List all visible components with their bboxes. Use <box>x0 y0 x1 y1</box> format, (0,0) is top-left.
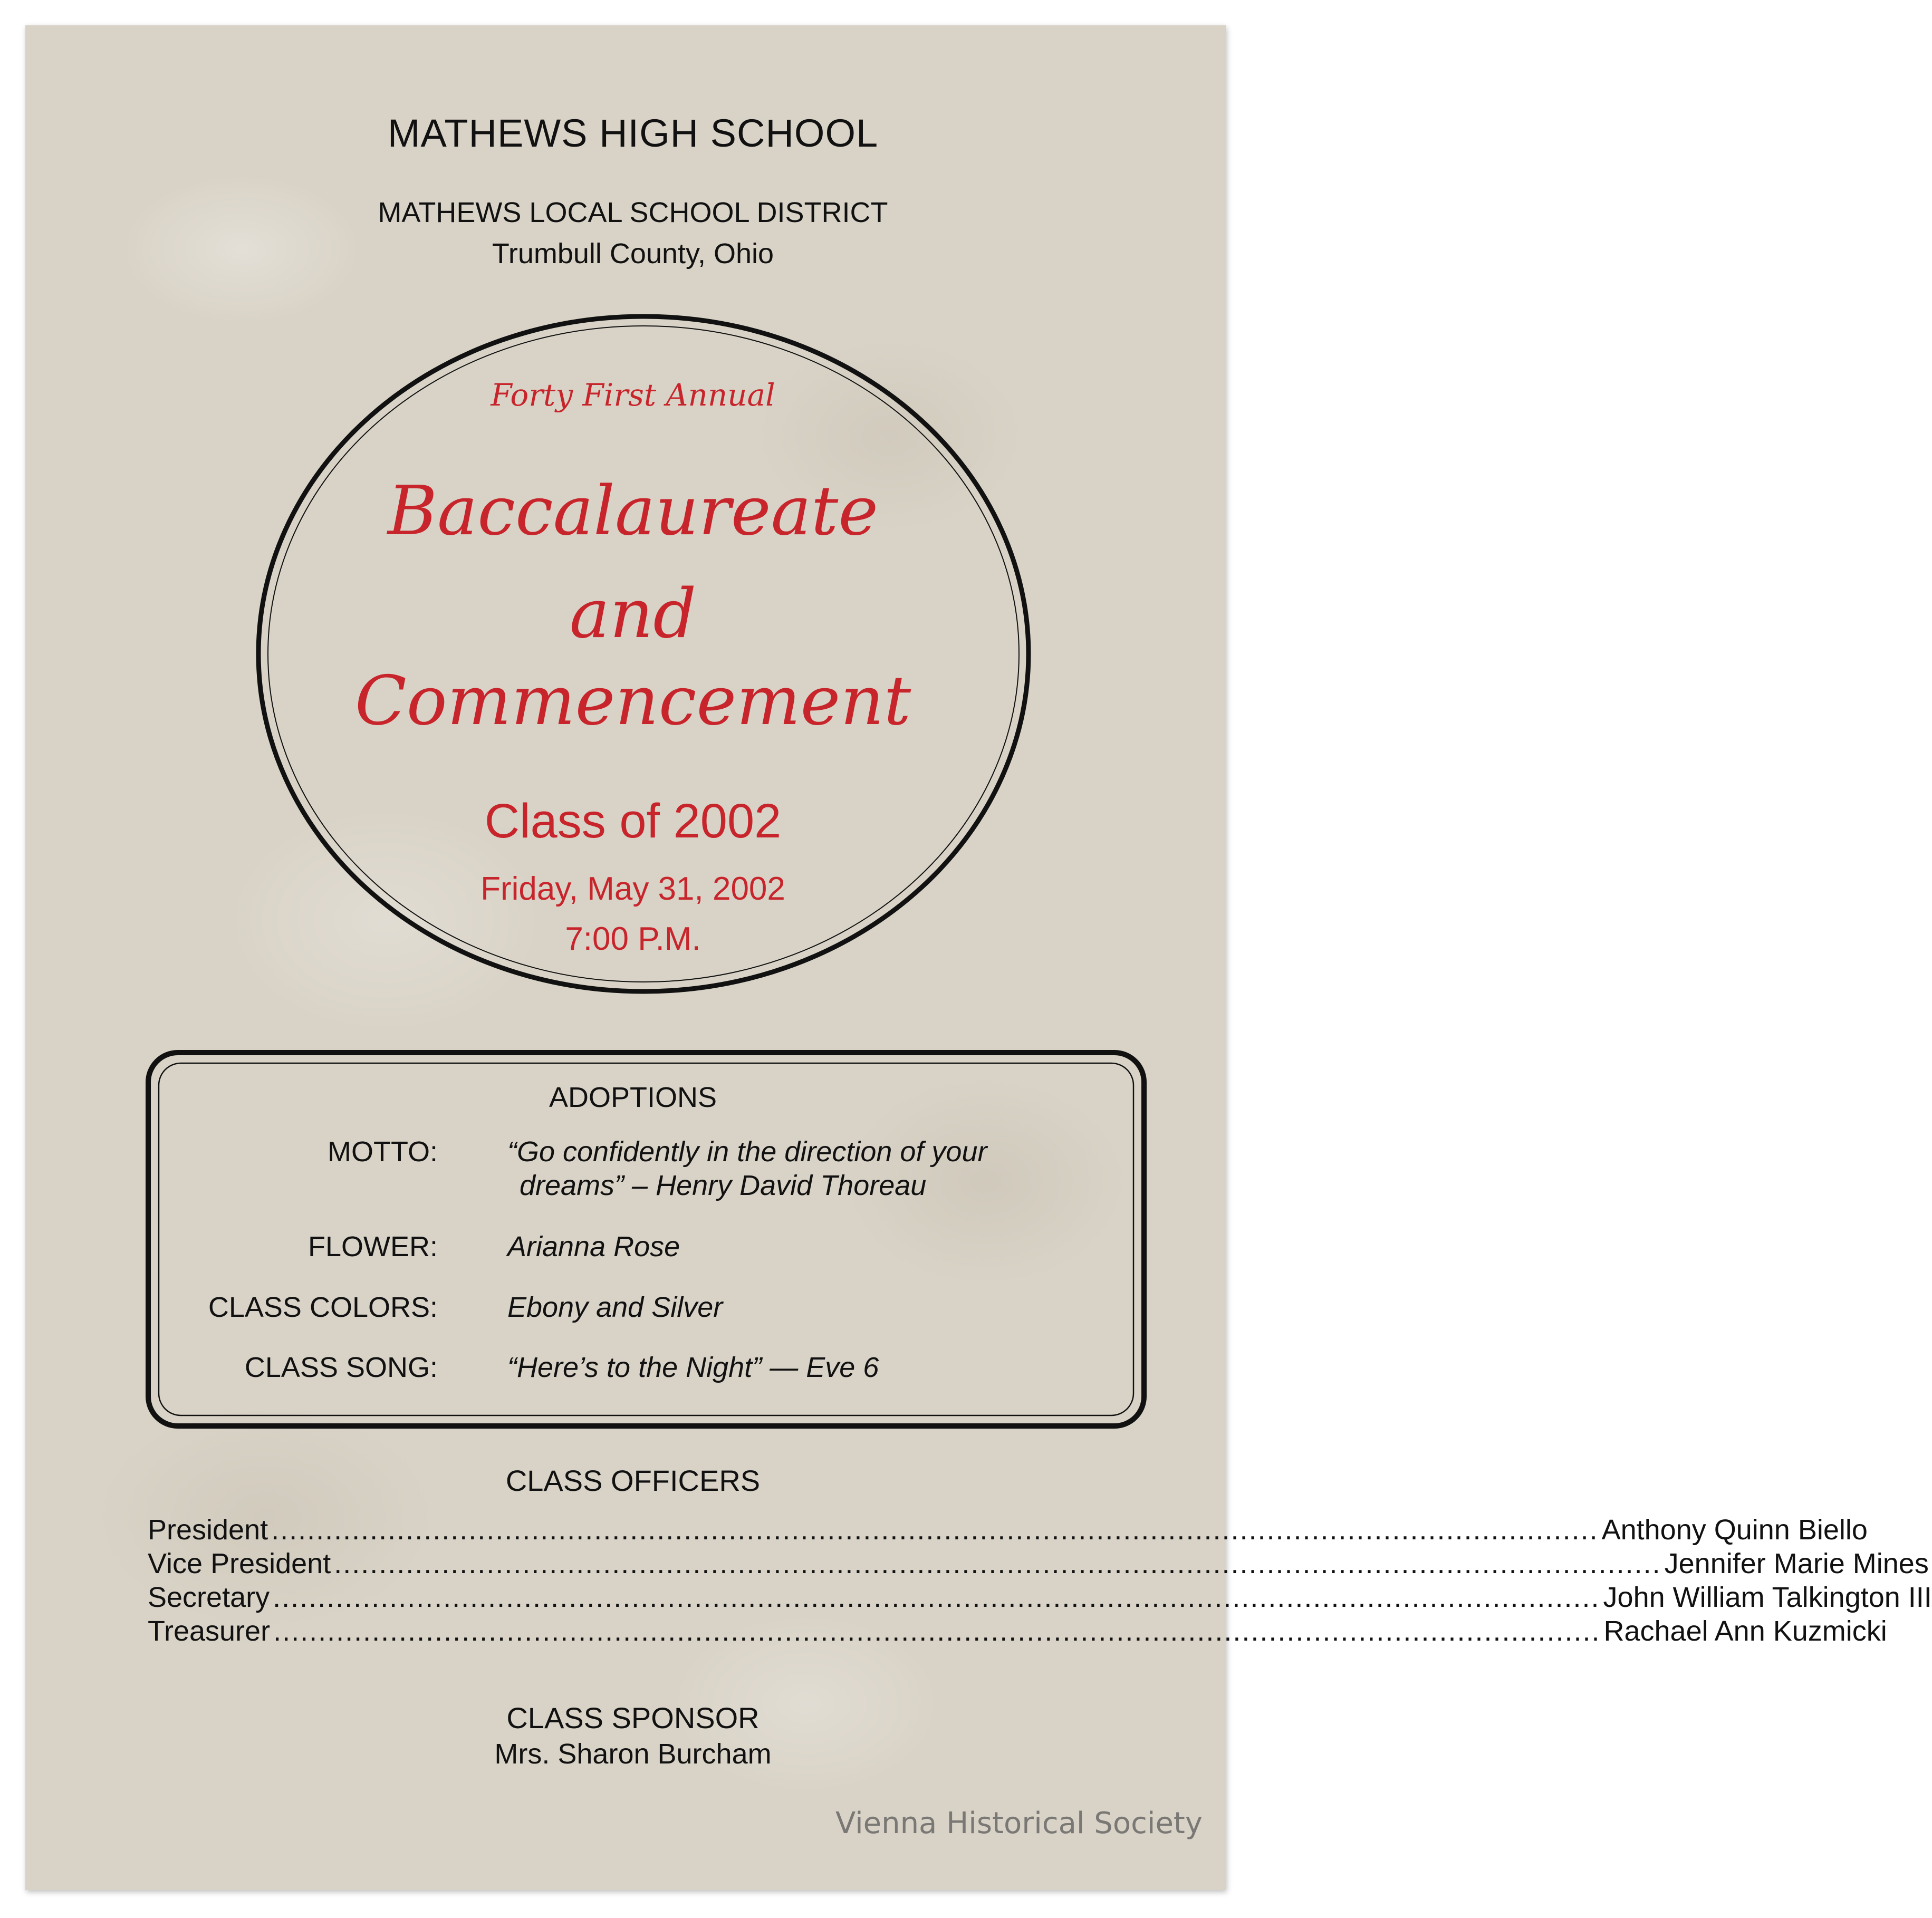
watermark: Vienna Historical Society <box>835 1806 1203 1840</box>
motto-value-line2: dreams” – Henry David Thoreau <box>520 1170 927 1201</box>
class-song-label: CLASS SONG: <box>244 1352 438 1383</box>
flower-label: FLOWER: <box>307 1231 438 1262</box>
officer-row <box>148 1581 1932 1616</box>
officer-name: Jennifer Marie Mines <box>1664 1548 1929 1579</box>
title-and: and <box>569 575 697 653</box>
officer-role: Secretary <box>148 1582 270 1613</box>
adoptions-title: ADOPTIONS <box>549 1082 717 1113</box>
sponsor-title: CLASS SPONSOR <box>506 1701 760 1734</box>
flower-value: Arianna Rose <box>507 1231 680 1262</box>
officer-role: Treasurer <box>148 1615 271 1647</box>
officer-row <box>148 1514 1868 1548</box>
county-name: Trumbull County, Ohio <box>492 238 774 269</box>
class-of: Class of 2002 <box>484 794 782 848</box>
title-baccalaureate: Baccalaureate <box>387 472 879 551</box>
officers-title: CLASS OFFICERS <box>505 1464 761 1497</box>
leader-dots: .................................................................................................................................................... <box>273 1615 1601 1647</box>
leader-dots: .................................................................................................................................................... <box>273 1582 1600 1613</box>
class-colors-label: CLASS COLORS: <box>208 1291 438 1323</box>
officer-role: Vice President <box>148 1548 331 1579</box>
title-commencement: Commencement <box>354 662 911 740</box>
school-name: MATHEWS HIGH SCHOOL <box>387 111 879 155</box>
event-time: 7:00 P.M. <box>565 921 701 957</box>
officer-role: President <box>148 1514 268 1546</box>
motto-label: MOTTO: <box>328 1136 438 1168</box>
leader-dots: .................................................................................................................................................... <box>334 1548 1661 1579</box>
class-song-value: “Here’s to the Night” — Eve 6 <box>507 1352 879 1383</box>
officer-row <box>148 1615 1887 1650</box>
officer-name: Rachael Ann Kuzmicki <box>1603 1615 1887 1647</box>
officer-row <box>148 1547 1929 1582</box>
district-name: MATHEWS LOCAL SCHOOL DISTRICT <box>378 197 888 228</box>
motto-value-line1: “Go confidently in the direction of your <box>507 1136 987 1168</box>
event-date: Friday, May 31, 2002 <box>480 871 785 907</box>
officer-name: John William Talkington III <box>1603 1582 1932 1613</box>
class-colors-value: Ebony and Silver <box>507 1291 723 1323</box>
annual-label: Forty First Annual <box>491 377 775 413</box>
leader-dots: .................................................................................................................................................... <box>271 1514 1599 1546</box>
sponsor-name: Mrs. Sharon Burcham <box>494 1738 772 1770</box>
officer-name: Anthony Quinn Biello <box>1601 1514 1868 1546</box>
